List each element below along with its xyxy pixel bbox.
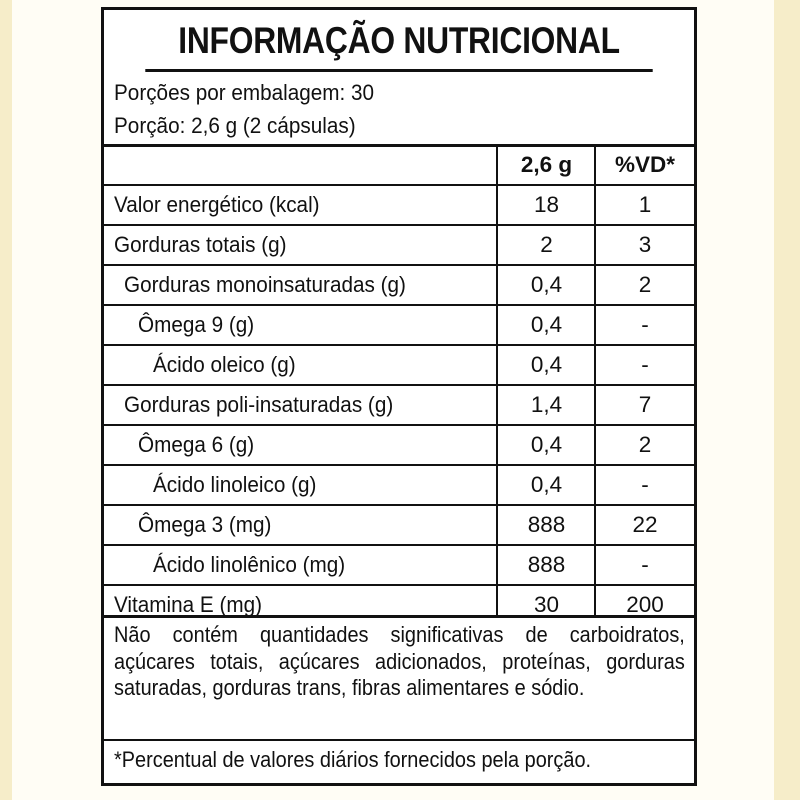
nutrient-daily-value: 3 — [638, 232, 652, 257]
nutrient-daily-value: - — [641, 552, 649, 577]
nutrient-label: Ômega 6 (g) — [138, 432, 255, 457]
nutrient-label: Gorduras totais (g) — [114, 232, 287, 257]
nutrient-label: Vitamina E (mg) — [114, 592, 263, 617]
nutrient-daily-value: 2 — [638, 432, 652, 457]
nutrient-label: Ômega 9 (g) — [138, 312, 255, 337]
nutrient-amount: 0,4 — [530, 272, 563, 297]
nutrient-label: Ácido oleico (g) — [153, 352, 296, 377]
background-stripe-left — [0, 0, 12, 800]
nutrient-amount: 0,4 — [530, 312, 563, 337]
nutrition-facts-panel — [101, 7, 697, 786]
nutrient-daily-value: 7 — [638, 392, 652, 417]
nutrient-label: Ácido linoleico (g) — [153, 472, 317, 497]
nutrient-amount: 0,4 — [530, 352, 563, 377]
nutrient-daily-value: - — [641, 352, 649, 377]
footnote-divider — [104, 739, 694, 741]
nutrient-label: Valor energético (kcal) — [114, 192, 320, 217]
nutrient-amount: 1,4 — [530, 392, 563, 417]
nutrient-amount: 18 — [533, 192, 560, 217]
servings-per-package: Porções por embalagem: 30 — [114, 80, 375, 105]
nutrient-label: Ômega 3 (mg) — [138, 512, 272, 537]
nutrient-amount: 2 — [540, 232, 553, 257]
nutrient-amount: 0,4 — [530, 472, 563, 497]
nutrient-daily-value: 2 — [638, 272, 652, 297]
nutrient-daily-value: 200 — [626, 592, 664, 617]
nutrient-amount: 30 — [533, 592, 560, 617]
panel-title: INFORMAÇÃO NUTRICIONAL — [145, 10, 652, 72]
nutrient-amount: 888 — [527, 512, 566, 537]
table-bottom-divider — [104, 615, 694, 618]
amount-column-header: 2,6 g — [520, 152, 573, 177]
nutrient-label: Gorduras poli-insaturadas (g) — [124, 392, 394, 417]
nutrient-label: Gorduras monoinsaturadas (g) — [124, 272, 406, 297]
nutrient-daily-value: 1 — [638, 192, 652, 217]
nutrient-amount: 888 — [527, 552, 566, 577]
serving-size: Porção: 2,6 g (2 cápsulas) — [114, 113, 356, 138]
nutrient-amount: 0,4 — [530, 432, 563, 457]
nutrient-daily-value: 22 — [632, 512, 658, 537]
not-significant-note: Não contém quantidades significativas de carboidratos, açúcares totais, açúcares adicionados, proteínas, gorduras saturadas, gorduras trans, fibras alimentares e sódio. — [114, 622, 685, 700]
background-stripe-right — [774, 0, 800, 800]
dv-column-header: %VD* — [614, 152, 676, 177]
daily-value-note: *Percentual de valores diários fornecidos pela porção. — [114, 747, 592, 772]
nutrient-label: Ácido linolênico (mg) — [153, 552, 346, 577]
nutrient-daily-value: - — [641, 472, 649, 497]
nutrient-daily-value: - — [641, 312, 649, 337]
